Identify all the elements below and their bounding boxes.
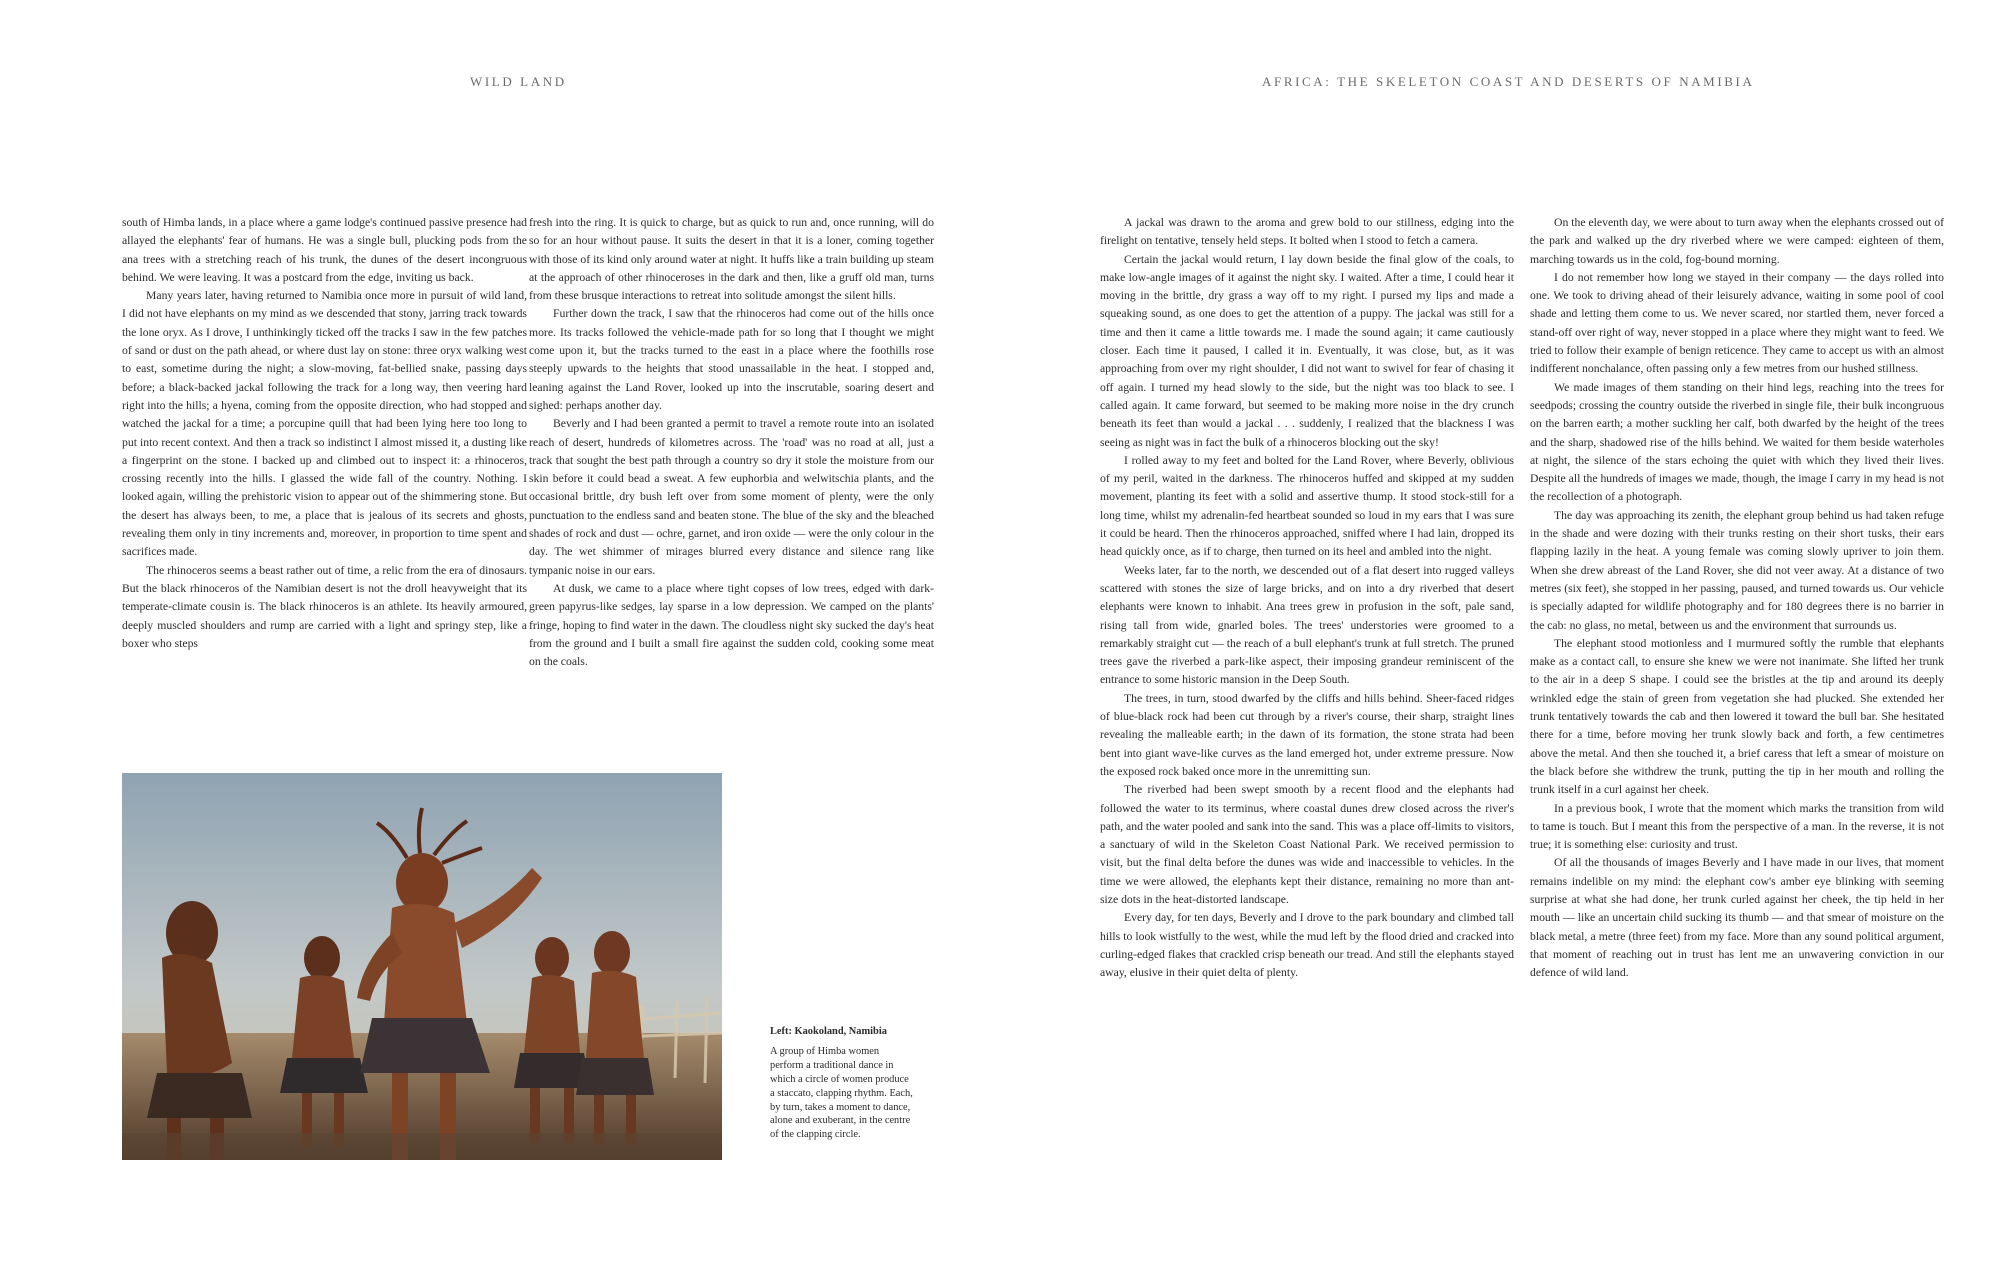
paragraph: Beverly and I had been granted a permit to travel a remote route into an isolated reach of desert, hundreds of kilometres across. The 'road' was no road at all, just a track that sought the best path through a country so dry it stole the moisture from our skin before it could bead a sweat. A few euphorbia and welwitschia plants, and the occasional brittle, dry bush left over from some moment of plenty, were the only punctuation to the endless sand and beaten stone. The blue of the sky and the bleached shades of rock and dust — ochre, garnet, and iron oxide — were the only colour in the day. The wet shimmer of mirages blurred every distance and silence rang like tympanic noise in our ears. xyxy=(529,417,934,577)
caption-body: A group of Himba women perform a traditional dance in which a circle of women produce a staccato, clapping rhythm. Each, by turn, takes a moment to dance, alone and exuberant, in the centre of the clapping circle. xyxy=(770,1045,913,1141)
text-column-2 xyxy=(529,214,934,671)
paragraph: At dusk, we came to a place where tight copses of low trees, edged with dark-green papyrus-like sedges, lay sparse in a low depression. We camped on the plants' fringe, hoping to find water in the dawn. The cloudless night sky sucked the day's heat from the ground and I built a small fire against the sudden cold, cooking some meat on the coals. xyxy=(529,581,934,669)
paragraph: fresh into the ring. It is quick to charge, but as quick to run and, once running, will do so for an hour without pause. It suits the desert in that it is a loner, coming together with those of its kind only around water at night. It huffs like a train building up steam at the approach of other rhinoceroses in the dark and then, like a gruff old man, turns from these brusque interactions to retreat into solitude amongst the silent hills. xyxy=(529,216,934,303)
paragraph: Of all the thousands of images Beverly and I have made in our lives, that moment remains indelible on my mind: the elephant cow's amber eye blinking with seeming surprise at what she had done, her trunk curled against her cheek, the tip held in her mouth — like an uncertain child sucking its thumb — and that smear of moisture on the black metal, a metre (three feet) from my face. More than any sound political argument, that moment of reaching out in trust has lent me an unwavering conviction in our defence of wild land. xyxy=(1530,856,1944,980)
paragraph: We made images of them standing on their hind legs, reaching into the trees for seedpods; crossing the country outside the riverbed in single file, their bulk incongruous on the barren earth; a mother suckling her calf, both dwarfed by the height of the trees and the sharp, shadowed rise of the hills behind. We waited for them beside waterholes at night, the silence of the stars echoing the quiet with which they lived their lives. Despite all the hundreds of images we made, though, the image I carry in my head is not the recollection of a photograph. xyxy=(1530,380,1944,504)
running-head-right: AFRICA: THE SKELETON COAST AND DESERTS OF NAMIBIA xyxy=(1262,74,1755,89)
photo-foreground xyxy=(122,1133,722,1160)
text-column-4 xyxy=(1530,214,1944,982)
paragraph: A jackal was drawn to the aroma and grew bold to our stillness, edging into the firelight on tentative, tensely held steps. It bolted when I stood to fetch a camera. xyxy=(1100,216,1514,248)
photo-caption xyxy=(770,1025,915,1142)
paragraph: I do not remember how long we stayed in their company — the days rolled into one. We took to driving ahead of their leisurely advance, waiting in some pool of cool shade and letting them come to us. We never scared, nor startled them, never forced a stand-off over right of way, never stopped in a place where they might want to feed. We tried to follow their example of benign reticence. They came to accept us with an almost indifferent nonchalance, often passing only a few metres from our hushed stillness. xyxy=(1530,270,1944,376)
paragraph: The elephant stood motionless and I murmured softly the rumble that elephants make as a contact call, to ensure she knew we were not inanimate. She lifted her trunk to the air in a deep S shape. I could see the bristles at the tip and around its deeply wrinkled edge the stain of green from vegetation she had plucked. She extended her trunk tentatively towards the cab and then lowered it toward the bull bar. She hesitated there for a time, before moving her trunk slowly back and forth, a few centimetres above the metal. And then she touched it, a brief caress that left a smear of moisture on the black before she withdrew the trunk, putting the tip in her mouth and rolling the trunk itself in a curl against her cheek. xyxy=(1530,636,1944,797)
caption-title: Left: Kaokoland, Namibia xyxy=(770,1026,887,1037)
paragraph: Further down the track, I saw that the rhinoceros had come out of the hills once more. Its tracks followed the vehicle-made path for so long that I thought we might come upon it, but the tracks turned to the east in a place where the foothills rose steeply upwards to the heights that stood unassailable in the heat. I stopped and, leaning against the Land Rover, looked up into the inscrutable, soaring desert and sighed: perhaps another day. xyxy=(529,307,934,412)
paragraph: The day was approaching its zenith, the elephant group behind us had taken refuge in the shade and were dozing with their trunks resting on their short tusks, their ears flapping lazily in the heat. A young female was coming slowly upriver to join them. When she drew abreast of the Land Rover, she did not veer away. At a distance of two metres (six feet), she stopped in her passing, paused, and turned towards us. Our vehicle is specially adapted for wildlife photography and for 180 degrees there is no barrier in the cab: no glass, no metal, between us and the environment that surrounds us. xyxy=(1530,508,1944,632)
text-column-3 xyxy=(1100,214,1514,982)
paragraph: south of Himba lands, in a place where a game lodge's continued passive presence had allayed the elephants' fear of humans. He was a single bull, plucking pods from the ana trees with a stretching reach of his trunk, the dunes of the desert incongruous behind. We were leaving. It was a postcard from the edge, inviting us back. xyxy=(122,216,527,284)
paragraph: Many years later, having returned to Namibia once more in pursuit of wild land, I did not have elephants on my mind as we descended that stony, jarring track towards the lone oryx. As I drove, I unthinkingly ticked off the tracks I saw in the few patches of sand or dust on the path ahead, or where dust lay on stone: three oryx walking west to east, sometime during the night; a slow-moving, fat-bellied snake, passing days before; a black-backed jackal following the track for a long way, then veering hard right into the hills; a hyena, coming from the opposite direction, who had stopped and watched the jackal for a time; a porcupine quill that had been lying here too long to put into recent context. And then a track so indistinct I almost missed it, a dusting like a fingerprint on the stone. I backed up and climbed out to inspect it: a rhinoceros, crossing recently into the hills. I glassed the wide fall of the country. Nothing. I looked again, willing the prehistoric vision to appear out of the shimmering stone. But the desert has always been, to me, a place that is jealous of its secrets and ghosts, revealing them only in tiny increments and, moreover, in proportion to time spent and sacrifices made. xyxy=(122,289,527,559)
paragraph: The trees, in turn, stood dwarfed by the cliffs and hills behind. Sheer-faced ridges of blue-black rock had been cut through by a river's course, their sharp, straight lines revealing the malleable earth; in the dawn of its formation, the stone strata had been bent into giant wave-like curves as the land emerged hot, under extreme pressure. Now the exposed rock baked once more in the unremitting sun. xyxy=(1100,691,1514,778)
himba-dance-photo xyxy=(122,773,722,1160)
paragraph: On the eleventh day, we were about to turn away when the elephants crossed out of the park and walked up the dry riverbed where we were camped: eighteen of them, marching towards us in the cold, fog-bound morning. xyxy=(1530,216,1944,266)
paragraph: The rhinoceros seems a beast rather out of time, a relic from the era of dinosaurs. But the black rhinoceros of the Namibian desert is not the droll heavyweight that its temperate-climate cousin is. The black rhinoceros is an athlete. Its heavily armoured, deeply muscled shoulders and rump are carried with a light and springy step, like a boxer who steps xyxy=(122,563,527,650)
himba-dance-illustration xyxy=(122,773,722,1160)
text-column-1 xyxy=(122,214,527,653)
paragraph: The riverbed had been swept smooth by a recent flood and the elephants had followed the water to its terminus, where coastal dunes drew closed across the river's path, and the water pooled and sank into the sand. This was a place off-limits to visitors, a sanctuary of wild in the Skeleton Coast National Park. We received permission to visit, but the final delta before the dunes was wide and inaccessible to vehicles. In the time we were allowed, the elephants kept their distance, remaining no more than ant-size dots in the heat-distorted landscape. xyxy=(1100,783,1514,906)
paragraph: I rolled away to my feet and bolted for the Land Rover, where Beverly, oblivious of my peril, waited in the darkness. The rhinoceros huffed and skipped at my sudden movement, planting its feet with a solid and assertive thump. It stood stock-still for a long time, whilst my adrenalin-fed heartbeat sounded so loud in my ears that I was sure it could be heard. Then the rhinoceros approached, sniffed where I had lain, dropped its head quickly once, as if to charge, then turned on its heel and ambled into the night. xyxy=(1100,453,1514,559)
paragraph: In a previous book, I wrote that the moment which marks the transition from wild to tame is touch. But I meant this from the perspective of a man. In the reverse, it is not true; it is something else: curiosity and trust. xyxy=(1530,801,1944,852)
running-head-left: WILD LAND xyxy=(470,74,567,89)
paragraph: Certain the jackal would return, I lay down beside the final glow of the coals, to make low-angle images of it against the night sky. I waited. After a time, I could hear it moving in the brittle, dry grass a way off to my right. I pursed my lips and made a squeaking sound, as one does to get the attention of a puppy. The jackal was still for a time and then it came a little towards me. I made the sound again; it came cautiously closer. Each time it paused, I called it in. Eventually, it was close, but, as it was approaching from over my right shoulder, I did not want to swivel for fear of chasing it off again. I turned my head slowly to the side, but the night was too black to see. I called again. It came forward, but seemed to be making more noise in the dry crunch beneath its feet than would a jackal . . . suddenly, I realized that the blackness I was seeing as night was in fact the bulk of a rhinoceros blocking out the sky! xyxy=(1100,252,1514,449)
paragraph: Every day, for ten days, Beverly and I drove to the park boundary and climbed tall hills to look wistfully to the west, while the mud left by the flood dried and cracked into curling-edged flakes that crackled crisp beneath our tread. And still the elephants stayed away, elusive in their quiet delta of plenty. xyxy=(1100,911,1514,980)
paragraph: Weeks later, far to the north, we descended out of a flat desert into rugged valleys scattered with stones the size of large bricks, and on into a dry riverbed that desert elephants were known to inhabit. Ana trees grew in profusion in the soft, pale sand, rising tall from wide, gnarled boles. The trees' understories were groomed to a remarkably straight cut — the reach of a bull elephant's trunk at full stretch. The pruned trees gave the riverbed a park-like aspect, their imposing grandeur reminiscent of the entrance to some historic mansion in the Deep South. xyxy=(1100,563,1514,687)
